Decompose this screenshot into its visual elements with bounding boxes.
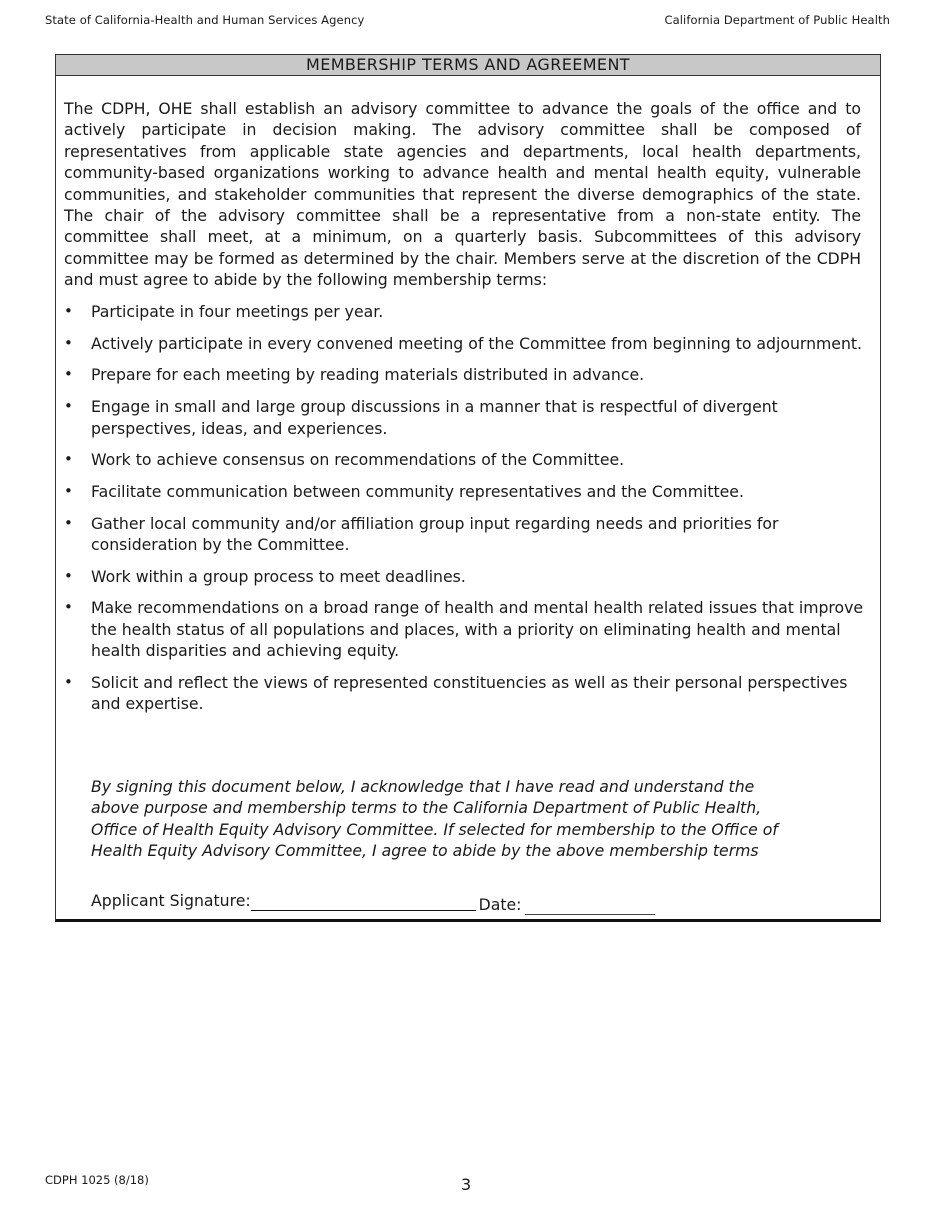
term-text: Work within a group process to meet deadlines. <box>91 566 466 586</box>
term-text: Facilitate communication between community representatives and the Committee. <box>91 481 744 501</box>
term-text: Work to achieve consensus on recommendations of the Committee. <box>91 450 625 470</box>
list-item <box>64 396 864 439</box>
bullet-icon: • <box>64 598 73 617</box>
header-agency: State of California-Health and Human Services Agency <box>45 13 365 27</box>
bullet-icon: • <box>64 333 73 352</box>
list-item <box>64 597 864 661</box>
section-title: MEMBERSHIP TERMS AND AGREEMENT <box>56 55 880 76</box>
list-item <box>64 566 864 587</box>
term-text: Prepare for each meeting by reading materials distributed in advance. <box>91 365 645 385</box>
header-department: California Department of Public Health <box>664 13 890 27</box>
term-text: Participate in four meetings per year. <box>91 302 384 321</box>
page-number: 3 <box>461 1175 472 1194</box>
list-item <box>64 513 864 556</box>
bullet-icon: • <box>64 566 73 585</box>
terms-list <box>64 301 864 725</box>
bullet-icon: • <box>64 513 73 532</box>
acknowledgement-text: By signing this document below, I acknowledge that I have read and understand the above purpose and membership terms to the California Department of Public Health, Office of Health Equity Advisory Committee. If selected for membership to the Office of Health Equity Advisory Committee, I agree to abide by the above membership terms <box>91 777 778 861</box>
bullet-icon: • <box>64 397 73 416</box>
term-text: Actively participate in every convened meeting of the Committee from beginning to adjournment. <box>91 333 863 353</box>
list-item <box>64 672 864 715</box>
term-text: Gather local community and/or affiliation group input regarding needs and priorities for consideration by the Committee. <box>91 513 779 555</box>
date-label: Date: <box>478 895 522 914</box>
signature-label: Applicant Signature: <box>91 891 251 910</box>
term-text: Solicit and reflect the views of represented constituencies as well as their personal perspectives and expertise. <box>91 672 848 714</box>
bullet-icon: • <box>64 302 73 320</box>
signature-field[interactable] <box>251 892 476 911</box>
bullet-icon: • <box>64 481 73 500</box>
list-item <box>64 449 864 470</box>
list-item <box>64 364 864 385</box>
list-item <box>64 481 864 502</box>
intro-paragraph: The CDPH, OHE shall establish an advisory committee to advance the goals of the office and to actively participate in decision making. The advisory committee shall be composed of representatives from applicable state agencies and departments, local health departments, community-based organizations working to advance health and mental health equity, vulnerable communities, and stakeholder communities that represent the diverse demographics of the state. The chair of the advisory committee shall be a representative from a non-state entity. The committee shall meet, at a minimum, on a quarterly basis. Subcommittees of this advisory committee may be formed as determined by the chair. Members serve at the discretion of the CDPH and must agree to abide by the following membership terms: <box>64 99 861 290</box>
date-field[interactable] <box>525 896 655 915</box>
term-text: Engage in small and large group discussions in a manner that is respectful of divergent perspectives, ideas, and experiences. <box>91 397 778 438</box>
bullet-icon: • <box>64 672 73 691</box>
form-code: CDPH 1025 (8/18) <box>45 1173 149 1187</box>
bullet-icon: • <box>64 450 73 469</box>
list-item <box>64 333 864 354</box>
membership-terms-section <box>55 54 881 922</box>
list-item <box>64 301 864 322</box>
bullet-icon: • <box>64 365 73 384</box>
signature-row <box>91 890 655 914</box>
term-text: Make recommendations on a broad range of health and mental health related issues that improve the health status of all populations and places, with a priority on eliminating health and mental health disparities and achieving equity. <box>91 598 864 661</box>
